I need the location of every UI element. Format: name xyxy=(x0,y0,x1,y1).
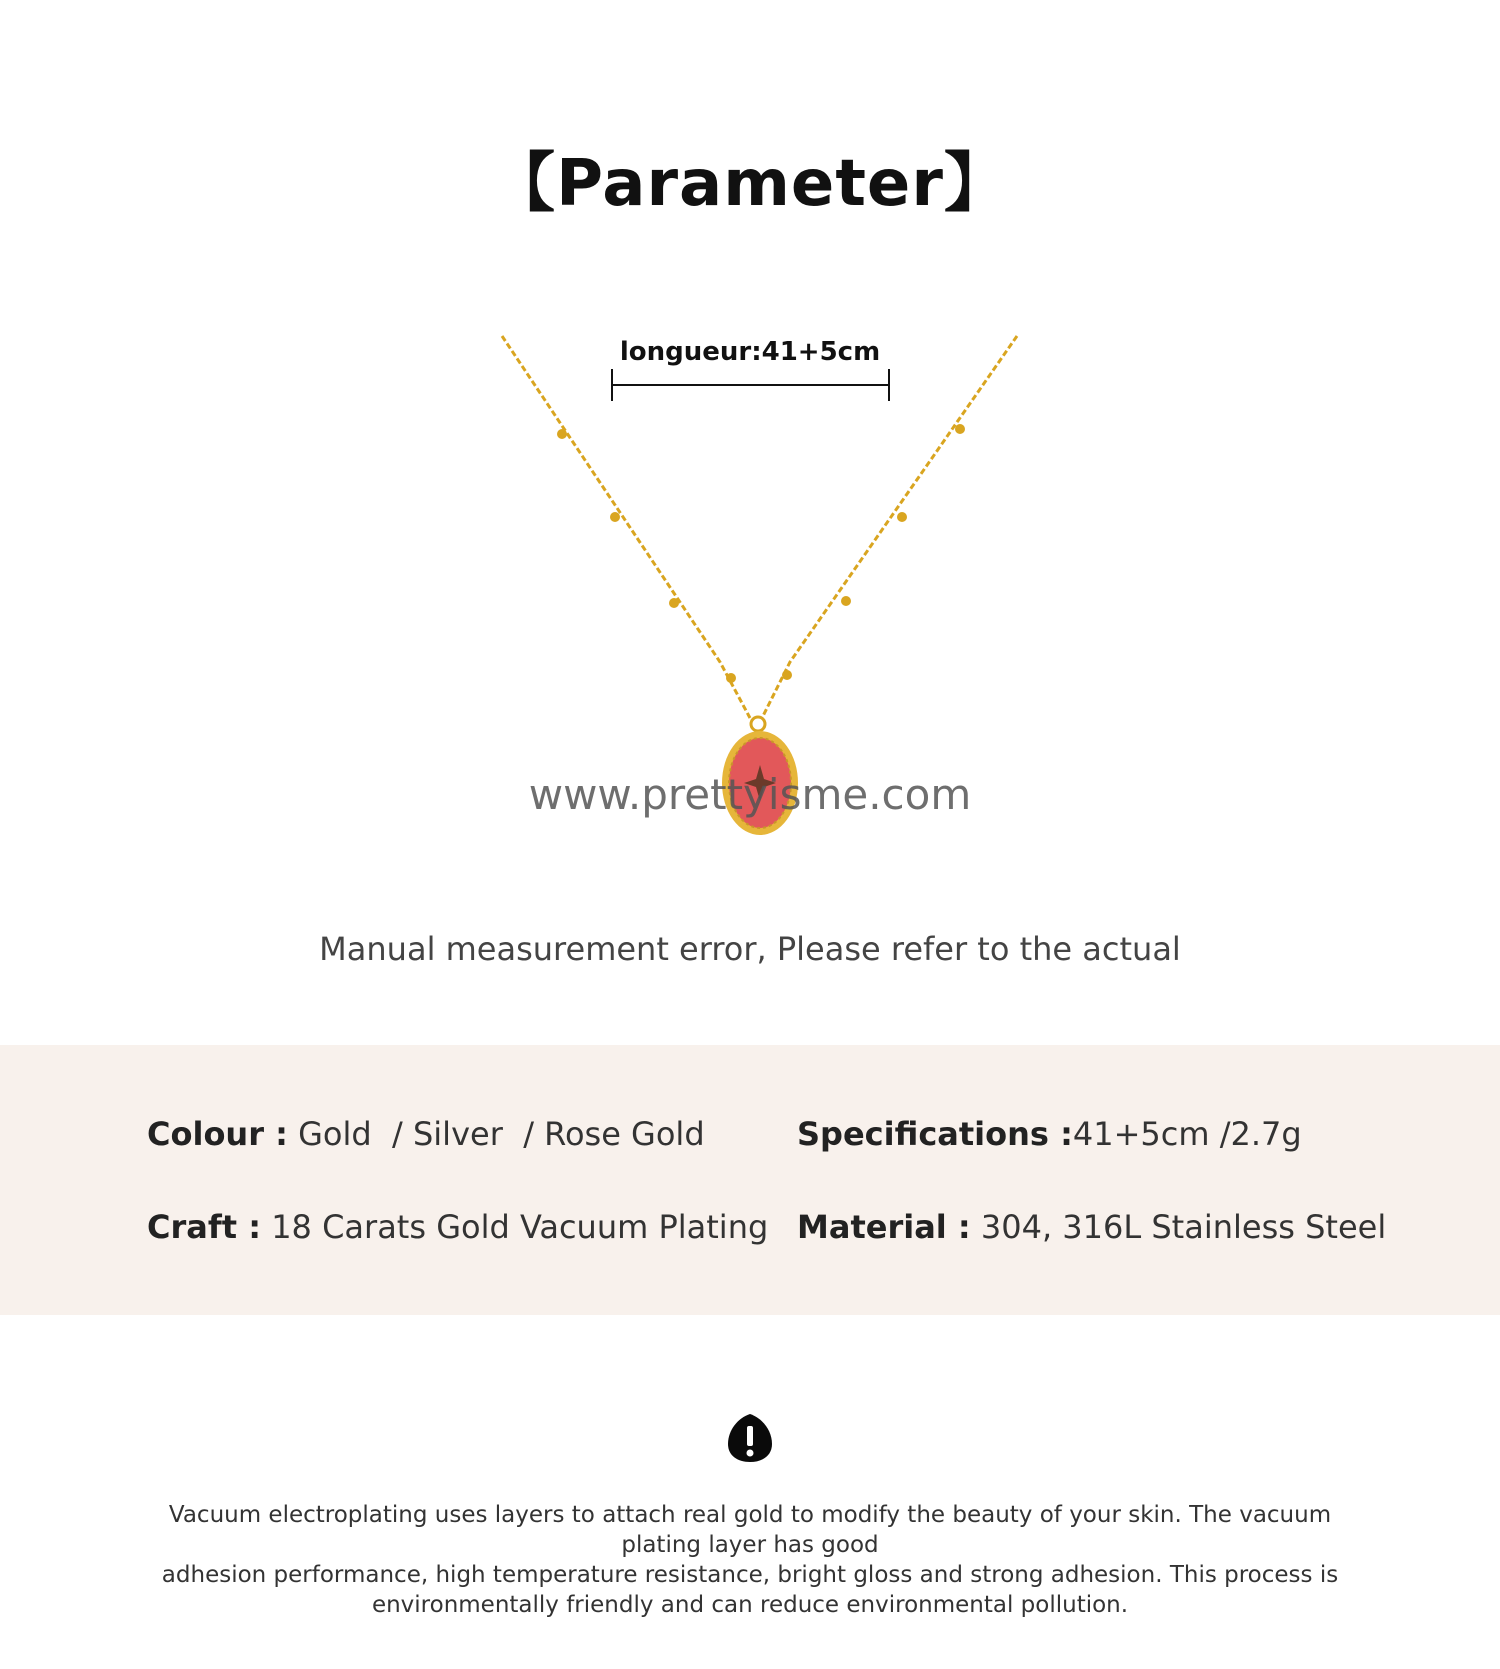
spec-craft xyxy=(147,1208,768,1246)
measurement-note: Manual measurement error, Please refer to the actual xyxy=(319,930,1181,968)
measurement-label: longueur:41+5cm xyxy=(619,337,881,367)
description-line: adhesion performance, high temperature resistance, bright gloss and strong adhesion. This process is xyxy=(161,1562,1339,1588)
spec-material-value: 304, 316L Stainless Steel xyxy=(980,1208,1387,1246)
page-title: 【Parameter】 xyxy=(491,147,1009,221)
spec-colour-key: Colour : xyxy=(147,1115,288,1153)
spec-panel xyxy=(0,1045,1500,1315)
spec-specifications-key: Specifications : xyxy=(797,1115,1073,1153)
spec-craft-key: Craft : xyxy=(147,1208,262,1246)
spec-colour xyxy=(147,1115,705,1153)
exclamation-icon xyxy=(726,1412,774,1464)
necklace-chain xyxy=(502,336,1017,731)
description-line: environmentally friendly and can reduce environmental pollution. xyxy=(371,1592,1129,1618)
watermark-text: www.prettyisme.com xyxy=(528,770,972,819)
description-line: Vacuum electroplating uses layers to attach real gold to modify the beauty of your skin. The vacuum plating layer has good xyxy=(168,1502,1332,1558)
spec-colour-value: Gold / Silver / Rose Gold xyxy=(298,1115,705,1153)
plating-description xyxy=(130,1500,1370,1620)
spec-specifications xyxy=(797,1115,1302,1153)
spec-material-key: Material : xyxy=(797,1208,971,1246)
spec-craft-value: 18 Carats Gold Vacuum Plating xyxy=(271,1208,769,1246)
spec-material xyxy=(797,1208,1386,1246)
spec-specifications-value: 41+5cm /2.7g xyxy=(1072,1115,1302,1153)
measurement-bar xyxy=(612,369,889,401)
